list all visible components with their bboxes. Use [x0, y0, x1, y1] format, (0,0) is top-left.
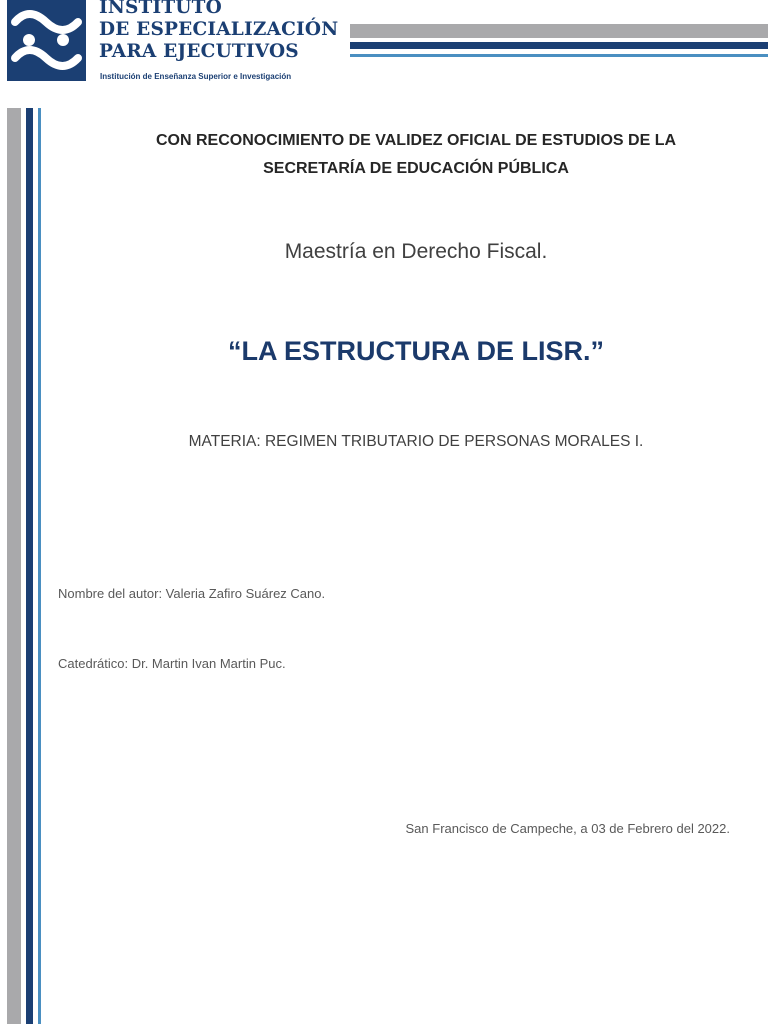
header-bar-gray	[350, 24, 768, 38]
rvoe-line-2: SECRETARÍA DE EDUCACIÓN PÚBLICA	[263, 160, 569, 177]
institution-name-line-1: INSTITUTO	[99, 0, 222, 18]
institution-name	[99, 0, 338, 63]
institute-logo	[7, 0, 86, 81]
institution-name-line-2: DE ESPECIALIZACIÓN	[99, 19, 339, 40]
place-date-line: San Francisco de Campeche, a 03 de Febrero del 2022.	[405, 821, 730, 836]
header-bar-navy	[350, 42, 768, 49]
side-bar-blue	[38, 108, 41, 1024]
side-bar-navy	[26, 108, 33, 1024]
document-title: “LA ESTRUCTURA DE LISR.”	[228, 336, 604, 366]
professor-line: Catedrático: Dr. Martin Ivan Martin Puc.	[58, 656, 286, 671]
institute-logo-icon	[7, 0, 86, 81]
rvoe-line-1: CON RECONOCIMIENTO DE VALIDEZ OFICIAL DE ESTUDIOS DE LA	[155, 132, 677, 149]
institution-subtitle: Institución de Enseñanza Superior e Investigación	[100, 72, 292, 81]
side-bar-gray	[7, 108, 21, 1024]
program-name: Maestría en Derecho Fiscal.	[284, 240, 548, 263]
rvoe-statement	[60, 127, 768, 183]
author-line: Nombre del autor: Valeria Zafiro Suárez Cano.	[58, 586, 326, 601]
subject-line: MATERIA: REGIMEN TRIBUTARIO DE PERSONAS MORALES I.	[188, 433, 644, 450]
header-bar-blue	[350, 54, 768, 57]
institution-name-line-3: PARA EJECUTIVOS	[99, 41, 299, 62]
